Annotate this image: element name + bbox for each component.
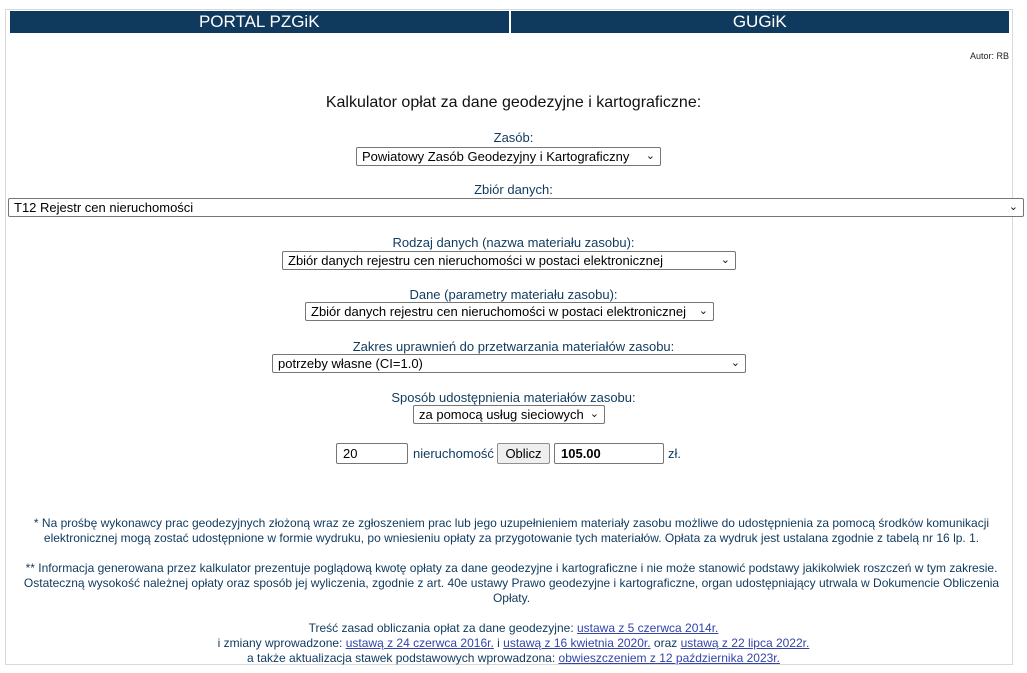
nav-link-gugik[interactable]: GUGiK <box>509 11 1010 33</box>
link-ustawa-2020[interactable]: ustawą z 16 kwietnia 2020r. <box>503 636 651 650</box>
note-disclaimer: ** Informacja generowana przez kalkulator prezentuje poglądową kwotę opłaty za dane geodezyjne i kartograficzne i nie może stanowić podstawy jakikolwiek roszczeń w tym zakresie. Ostateczną wysokość należnej opłaty oraz sposób jej wyliczenia, zgodnie z art. 40e ustawy Prawo geodezyjne i kartograficzne, organ udostępniający utrwala w Dokumencie Obliczenia Opłaty. <box>23 561 1000 605</box>
chevron-down-icon: ⌄ <box>698 305 708 317</box>
link-obwieszczenie-2023[interactable]: obwieszczeniem z 12 października 2023r. <box>558 651 780 665</box>
zasob-select-value: Powiatowy Zasób Geodezyjny i Kartograficzny <box>362 149 630 164</box>
link-ustawa-2022[interactable]: ustawą z 22 lipca 2022r. <box>680 636 810 650</box>
zasob-select[interactable] <box>356 147 661 166</box>
zakres-select[interactable] <box>272 354 746 373</box>
zbior-label: Zbiór danych: <box>474 182 553 197</box>
footer-line-3 <box>0 651 1027 666</box>
quantity-input[interactable]: 20 <box>336 443 408 464</box>
zakres-select-value: potrzeby własne (CI=1.0) <box>278 356 423 371</box>
link-ustawa-2016[interactable]: ustawą z 24 czerwca 2016r. <box>345 636 494 650</box>
chevron-down-icon: ⌄ <box>645 150 655 162</box>
sposob-select-value: za pomocą usług sieciowych <box>419 407 584 422</box>
note-print: * Na prośbę wykonawcy prac geodezyjnych złożoną wraz ze zgłoszeniem prac lub jego uzupełnieniem materiały zasobu możliwe do udostępnienia za pomocą środków komunikacji elektronicznej mogą zostać udostępnione w formie wydruku, po wniesieniu opłaty za przygotowanie tych materiałów. Opłata za wydruk jest ustalana zgodnie z tabelą nr 16 lp. 1. <box>33 516 990 545</box>
calculate-button[interactable]: Oblicz <box>497 443 550 464</box>
chevron-down-icon: ⌄ <box>589 408 599 420</box>
footer-separator: oraz <box>650 636 681 650</box>
author-note: Autor: RB <box>969 51 1009 61</box>
sposob-select[interactable] <box>413 405 605 424</box>
dane-select-value: Zbiór danych rejestru cen nieruchomości w postaci elektronicznej <box>311 304 687 319</box>
footer-line-1-text: Treść zasad obliczania opłat za dane geodezyjne: <box>308 621 577 635</box>
rodzaj-select[interactable] <box>282 251 736 270</box>
zbior-select-value: T12 Rejestr cen nieruchomości <box>14 200 194 215</box>
footer-line-3-text: a także aktualizacja stawek podstawowych wprowadzona: <box>247 651 559 665</box>
zasob-label: Zasób: <box>493 130 534 145</box>
calculation-row <box>0 443 1027 465</box>
zakres-label: Zakres uprawnień do przetwarzania materiałów zasobu: <box>352 339 675 354</box>
link-ustawa-2014[interactable]: ustawa z 5 czerwca 2014r. <box>576 621 719 635</box>
rodzaj-label: Rodzaj danych (nazwa materiału zasobu): <box>392 235 635 250</box>
nav-link-portal-pzgik[interactable]: PORTAL PZGiK <box>10 11 509 33</box>
footer-separator: i <box>493 636 504 650</box>
sposob-label: Sposób udostępnienia materiałów zasobu: <box>391 390 636 405</box>
chevron-down-icon: ⌄ <box>1008 201 1018 213</box>
footer-line-1 <box>0 621 1027 636</box>
result-field[interactable]: 105.00 <box>554 443 664 464</box>
page-title: Kalkulator opłat za dane geodezyjne i kartograficzne: <box>325 94 702 111</box>
dane-label: Dane (parametry materiału zasobu): <box>409 287 618 302</box>
top-nav <box>10 11 1009 33</box>
chevron-down-icon: ⌄ <box>730 357 740 369</box>
unit-label: nieruchomość <box>413 446 494 461</box>
footer-line-2-text: i zmiany wprowadzone: <box>217 636 346 650</box>
footer-line-2 <box>0 636 1027 651</box>
zbior-select[interactable] <box>8 198 1024 217</box>
dane-select[interactable] <box>305 302 714 321</box>
chevron-down-icon: ⌄ <box>720 254 730 266</box>
rodzaj-select-value: Zbiór danych rejestru cen nieruchomości w postaci elektronicznej <box>288 253 664 268</box>
currency-label: zł. <box>668 446 681 461</box>
